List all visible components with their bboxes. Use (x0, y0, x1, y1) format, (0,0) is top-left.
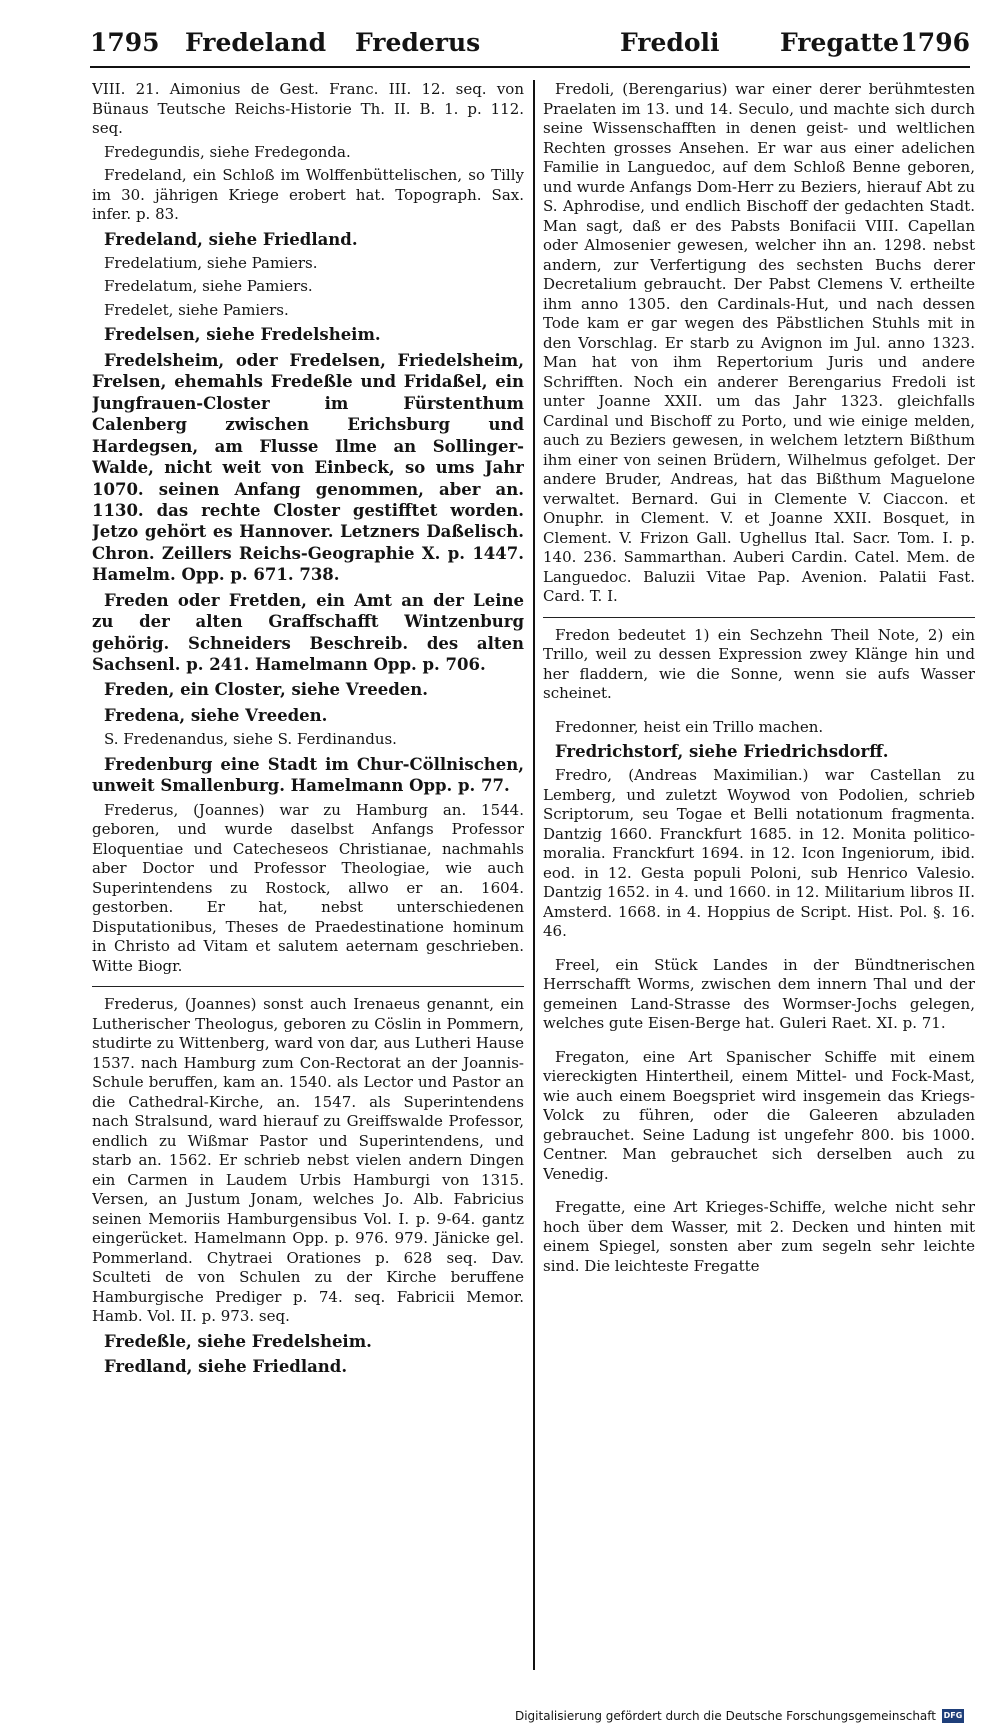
dfg-logo-icon: DFG (942, 1709, 964, 1723)
entry-freden-closter: Freden, ein Closter, siehe Vreeden. (104, 680, 428, 700)
header-headword-2: Frederus (355, 28, 481, 57)
digitization-footer (515, 1705, 964, 1727)
entry-separator (92, 986, 524, 987)
entry-frederus-1: Frederus, (Joannes) war zu Hamburg an. 1544. geboren, und wurde daselbst Anfangs Professor Eloquentiae und Catecheseos Christianae, nachmahls aber Doctor und Professor Theologiae, wie auch Superintendens zu Rostock, allwo er an. 1604. gestorben. Er hat, nebst unterschiedenen Disputationibus, Theses de Praedestinatione hominum in Christo ad Vitam et salutem aeternam geschrieben. Witte Biogr. (92, 800, 524, 975)
entry-fredelsen: Fredelsen, siehe Fredelsheim. (104, 325, 381, 345)
entry-s-fredenandus: S. Fredenandus, siehe S. Ferdinandus. (104, 730, 397, 749)
entry-fredelatum: Fredelatum, siehe Pamiers. (104, 277, 313, 296)
entry-fredrichstorf: Fredrichstorf, siehe Friedrichsdorff. (555, 742, 889, 761)
entry-separator (543, 617, 975, 618)
entry-freden-amt: Freden oder Fretden, ein Amt an der Leine zu der alten Graffschafft Wintzenburg gehörig. Schneiders Beschreib. des alten Sachsenl. p. 241. Hamelmann Opp. p. 706. (92, 590, 524, 674)
page-number-left: 1795 (90, 28, 160, 57)
header-rule (90, 66, 970, 68)
entry-freel: Freel, ein Stück Landes in der Bündtnerischen Herrschafft Worms, zwischen dem innern Thal und der gemeinen Land-Strasse des Wormser-Jochs gelegen, welches gute Eisen-Berge hat. Guleri Raet. XI. p. 71. (543, 955, 975, 1033)
right-column (543, 80, 975, 1670)
entry-fredelsheim: Fredelsheim, oder Fredelsen, Friedelsheim, Frelsen, ehemahls Fredeßle und Fridaßel, ein Jungfrauen-Closter im Fürstenthum Calenberg zwischen Erichsburg und Hardegsen, am Flusse Ilme an Sollinger-Walde, nicht weit von Einbeck, so ums Jahr 1070. seinen Anfang genommen, aber an. 1130. das rechte Closter gestifftet worden. Jetzo gehört es Hannover. Letzners Daßelisch. Chron. Zeillers Reichs-Geographie X. p. 1447. Hamelm. Opp. p. 671. 738. (92, 350, 524, 585)
header-headword-3: Fredoli (620, 28, 720, 57)
column-divider (533, 80, 535, 1670)
left-column (92, 80, 524, 1670)
entry-fredessle: Fredeßle, siehe Fredelsheim. (104, 1331, 372, 1351)
entry-fredon: Fredon bedeutet 1) ein Sechzehn Theil Note, 2) ein Trillo, weil zu dessen Expression zwey Klänge hin und her fladdern, wie die Sonne, wenn sie aufs Wasser scheinet. (543, 625, 975, 702)
entry-fredonner: Fredonner, heist ein Trillo machen. (555, 717, 824, 736)
entry-fredegundis: Fredegundis, siehe Fredegonda. (104, 142, 351, 161)
entry-fregatte: Fregatte, eine Art Krieges-Schiffe, welche nicht sehr hoch über dem Wasser, mit 2. Decken und hinten mit einem Spiegel, sonsten aber zum segeln sehr leichte sind. Die leichteste Fregatte (543, 1198, 975, 1275)
footer-credit: Digitalisierung gefördert durch die Deutsche Forschungsgemeinschaft (514, 1709, 936, 1723)
entry-fregaton: Fregaton, eine Art Spanischer Schiffe mit einem viereckigten Hintertheil, einem Mittel- und Fock-Mast, wie auch einem Boegspriet wird insgemein das Kriegs-Volck zu führen, oder die Galeeren abzuladen gebrauchet. Seine Ladung ist ungefehr 800. bis 1000. Centner. Man gebrauchet sich derselben auch zu Venedig. (543, 1047, 975, 1183)
entry-aimonius-cont: VIII. 21. Aimonius de Gest. Franc. III. 12. seq. von Bünaus Teutsche Reichs-Historie Th. II. B. 1. p. 112. seq. (92, 80, 524, 137)
entry-fredelatium: Fredelatium, siehe Pamiers. (104, 253, 318, 272)
entry-frederus-2: Frederus, (Joannes) sonst auch Irenaeus genannt, ein Lutherischer Theologus, geboren zu Cöslin in Pommern, studirte zu Wittenberg, ward von dar, aus Lutheri Hause 1537. nach Hamburg zum Con-Rectorat an der Joannis-Schule beruffen, kam an. 1540. als Lector und Pastor an die Cathedral-Kirche, an. 1547. als Superintendens nach Stralsund, ward hierauf zu Greiffswalde Professor, endlich zu Wißmar Pastor und Superintendens, und starb an. 1562. Er schrieb nebst vielen andern Dingen ein Carmen in Laudem Urbis Hamburgi von 1315. Versen, an Justum Jonam, welches Jo. Alb. Fabricius seinen Memoriis Hamburgensibus Vol. I. p. 9-64. gantz eingerücket. Hamelmann Opp. p. 976. 979. Jänicke gel. Pommerland. Chytraei Orationes p. 628 seq. Dav. Sculteti de von Schulen zu der Kirche beruffene Hamburgische Prediger p. 74. seq. Fabricii Memor. Hamb. Vol. II. p. 973. seq. (92, 995, 524, 1326)
entry-fredenburg: Fredenburg eine Stadt im Chur-Cöllnischen, unweit Smallenburg. Hamelmann Opp. p. 77. (92, 754, 524, 796)
header-headword-4: Fregatte (780, 28, 900, 57)
entry-fredeland-friedland: Fredeland, siehe Friedland. (104, 229, 358, 249)
entry-fredland: Fredland, siehe Friedland. (104, 1357, 348, 1377)
page-number-right: 1796 (900, 28, 970, 57)
header-headword-1: Fredeland (185, 28, 327, 57)
entry-fredena: Fredena, siehe Vreeden. (104, 705, 328, 725)
entry-fredro: Fredro, (Andreas Maximilian.) war Castellan zu Lemberg, und zuletzt Woywod von Podolien, schrieb Scriptorum, seu Togae et Belli notationum fragmenta. Dantzig 1660. Franckfurt 1685. in 12. Monita politico-moralia. Franckfurt 1694. in 12. Icon Ingeniorum, ibid. eod. in 12. Gesta populi Poloni, sub Henrico Valesio. Dantzig 1652. in 4. und 1660. in 12. Militarium libros II. Amsterd. 1668. in 4. Hoppius de Script. Hist. Pol. §. 16. 46. (543, 766, 975, 941)
entry-fredoli: Fredoli, (Berengarius) war einer derer berühmtesten Praelaten im 13. und 14. Seculo, und machte sich durch seine Wissenschafften in denen geist- und weltlichen Rechten grosses Ansehen. Er war aus einer adelichen Familie in Languedoc, auf dem Schloß Benne geboren, und wurde Anfangs Dom-Herr zu Beziers, hierauf Abt zu S. Aphrodise, und endlich Bischoff der gedachten Stadt. Man sagt, daß er des Pabsts Bonifacii VIII. Capellan oder Almosenier gewesen, welcher ihn an. 1298. nebst andern, zur Verfertigung des sechsten Buchs derer Decretalium gebraucht. Der Pabst Clemens V. ertheilte ihm anno 1305. den Cardinals-Hut, und nach dessen Tode kam er gar wegen des Päbstlichen Stuhls mit in den Vorschlag. Er starb zu Avignon im Jul. anno 1323. Man hat von ihm Repertorium Juris und andere Schrifften. Noch ein anderer Berengarius Fredoli ist unter Joanne XXII. um das Jahr 1323. gleichfalls Cardinal und Bischoff zu Porto, und wie einige melden, auch zu Beziers gewesen, in welchem letztern Bißthum ihm einer von seinen Brüdern, Wilhelmus gefolget. Der andere Bruder, Andreas, hat das Bißthum Maguelone verwaltet. Bernard. Gui in Clemente V. Ciaccon. et Onuphr. in Clement. V. et Joanne XXII. Bosquet, in Clement. V. Frizon Gall. Ughellus Ital. Sacr. Tom. I. p. 140. 236. Sammarthan. Auberi Cardin. Catel. Mem. de Languedoc. Baluzii Vitae Pap. Avenion. Palatii Fast. Card. T. I. (543, 80, 975, 605)
running-header (90, 28, 970, 86)
entry-fredelet: Fredelet, siehe Pamiers. (104, 300, 289, 319)
entry-fredeland-schloss: Fredeland, ein Schloß im Wolffenbüttelischen, so Tilly im 30. jährigen Kriege erobert hat. Topograph. Sax. infer. p. 83. (92, 166, 524, 223)
